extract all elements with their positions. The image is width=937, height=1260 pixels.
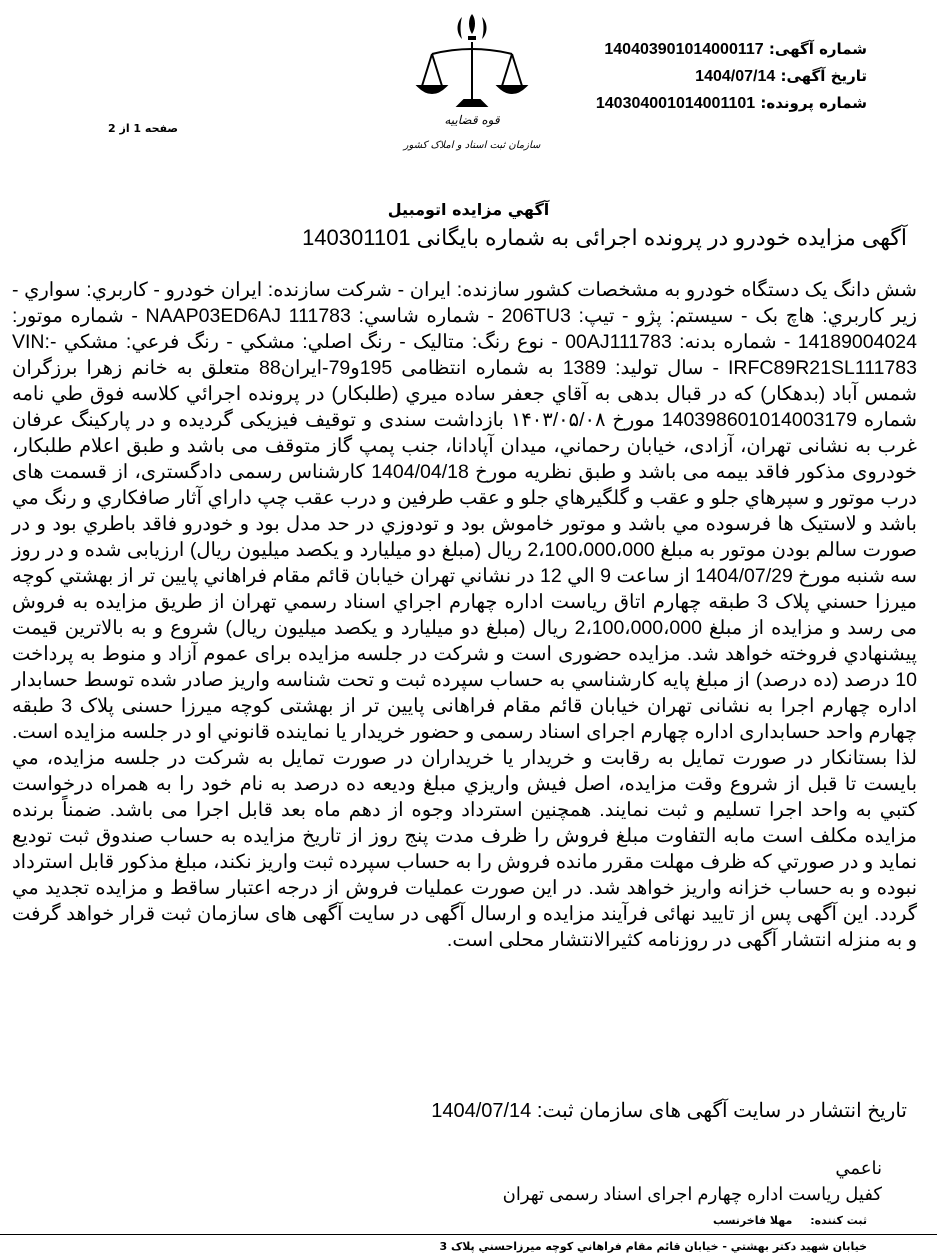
case-number-row	[507, 90, 867, 117]
logo-text-registration: سازمان ثبت اسناد و املاک کشور	[403, 140, 541, 151]
case-number: 140304001014001101	[595, 95, 756, 112]
case-number-label: شماره پرونده:	[760, 94, 867, 112]
scale-icon	[418, 42, 526, 106]
ad-date-label: تاریخ آگهی:	[780, 67, 867, 85]
registrar	[695, 1214, 867, 1227]
judiciary-emblem-logo	[392, 8, 552, 158]
document-subtitle: آگهی مزایده خودرو در پرونده اجرائی به شماره بایگانی 140301101	[302, 225, 907, 250]
page-number: صفحه 1 از 2	[108, 122, 179, 135]
logo-text-judiciary: قوه قضاییه	[444, 113, 500, 127]
footer-divider	[0, 1234, 937, 1235]
emblem-icon	[458, 14, 487, 40]
ad-number: 140403901014000117	[604, 41, 764, 58]
publication-date: تاریخ انتشار در سایت آگهی های سازمان ثبت: 1404/07/14	[431, 1100, 907, 1122]
ad-number-row	[507, 36, 867, 63]
ad-metadata	[507, 36, 867, 117]
registrar-label: ثبت كننده:	[810, 1214, 867, 1227]
registrar-name: مهلا فاخرنسب	[712, 1214, 793, 1227]
auction-notice-body: شش دانگ یک دستگاه خودرو به مشخصات کشور سازنده: ایران - شرکت سازنده: ایران خودرو - کاربري: سواري - زير كاربري: هاچ بک - سیستم: پژو - تیپ: 206TU3 - شماره شاسي: NAAP03ED6AJ 111783 - شماره موتور: 14189004024 - شماره بدنه: 00AJ111783 - نوع رنگ: متاليک - رنگ اصلي: مشكي - رنگ فرعي: مشکي -VIN: IRFC89R21SL111783 - سال تولید: 1389 به شماره انتظامی 195و79-ایران88 متعلق به خانم زهرا برزگران شمس آباد (بدهکار) که در قبال بدهی به آقاي جعفر ساده ميري (طلبکار) در پرونده اجرائي كلاسه فوق طي نامه شماره 140398601014003179 مورخ ۱۴۰۳/۰۵/۰۸ بازداشت سندی و توقیف فیزیکی گردیده و در پارکینگ عرفان غرب به نشانی تهران، آزادی، خيابان رحماني، میدان آپادانا، جنب پمپ گاز متوقف می باشد و طبق اعلام طلبکار، خودروی مذکور فاقد بیمه می باشد و طبق نظریه مورخ 1404/04/18 كارشناس رسمی دادگستری، از قسمت های درب موتور و سپرهاي جلو و عقب و گلگيرهاي جلو و عقب طرفين و درب عقب چپ داراي آثار صافكاري و رنگ مي باشد و لاستيک ها فرسوده مي باشد و موتور خاموش بود و تودوزي در حد مدل بود و خودرو فاقد باطري بود و در صورت سالم بودن موتور به مبلغ 2،100،000،000 ریال (مبلغ دو میلیارد و یکصد میلیون ریال) ارزیابی شده و در روز سه شنبه مورخ 1404/07/29 از ساعت 9 الي 12 در نشاني تهران خيابان قائم مقام فراهاني پايين تر از بهشتي كوچه ميرزا حسني پلاک 3 طبقه چهارم اتاق رياست اداره چهارم اجراي اسناد رسمي تهران از طریق مزایده به فروش می رسد و مزایده از مبلغ 2،100،000،000 ریال (مبلغ دو میلیارد و یکصد میلیون ریال) شروع و به بالاترین قیمت پیشنهادي فروخته خواهد شد. مزایده حضوری است و شرکت در جلسه مزایده برای عموم آزاد و منوط به پرداخت 10 درصد (ده درصد) از مبلغ پایه کارشناسي به حساب سپرده ثبت و تحت شناسه واريز صادر شده توسط حسابدار اداره چهارم اجرا به نشانی تهران خیابان قائم مقام فراهانی پایین تر از بهشتی کوچه میرزا حسنی پلاک 3 طبقه چهارم واحد حسابداری اداره چهارم اجرای اسناد رسمی و حضور خريدار يا نماينده قانوني او در جلسه مزايده است. لذا بستانكار در صورت تمايل به رقابت و خريدار يا خريداران در صورت تمايل به شركت در جلسه مزايده، مي بايست تا قبل از شروع وقت مزايده، اصل فيش واريزي مبلغ وديعه ده درصد به نام خود را به همراه درخواست كتبي به واحد اجرا تسليم و ثبت نمايند. همچنین استرداد وجوه از دهم ماه بعد قابل اجرا می باشد. ضمناً برنده مزایده مکلف است مابه التفاوت مبلغ فروش را ظرف مدت پنج روز از تاريخ مزايده به حساب صندوق ثبت توديع نمايد و در صورتي كه ظرف مهلت مقرر مانده فروش را به حساب سپرده ثبت واريز نكند، مبلغ مذكور قابل استرداد نبوده و به حساب خزانه واريز خواهد شد. در اين صورت عمليات فروش از درجه اعتبار ساقط و مزايده تجديد مي گردد. اين آگهی پس از تاييد نهائی فرآيند مزايده و ارسال آگهی در سايت آگهی های سازمان ثبت قرار خواهد گرفت و به منزله انتشار آگهی در روزنامه کثیرالانتشار محلی است.	[12, 279, 918, 951]
ad-date: 1404/07/14	[695, 68, 776, 85]
signatory-role: کفیل ریاست اداره چهارم اجرای اسناد رسمی تهران	[502, 1184, 882, 1204]
document-title: آگهي مزايده اتومبيل	[387, 200, 550, 219]
footer-address: خيابان شهيد دكتر بهشتي - خيابان قائم مقام فراهاني كوچه ميرزاحسني پلاک 3	[439, 1240, 867, 1253]
signatory-name: ناعمي	[835, 1158, 882, 1178]
ad-number-label: شماره آگهی:	[768, 40, 867, 58]
ad-date-row	[507, 63, 867, 90]
